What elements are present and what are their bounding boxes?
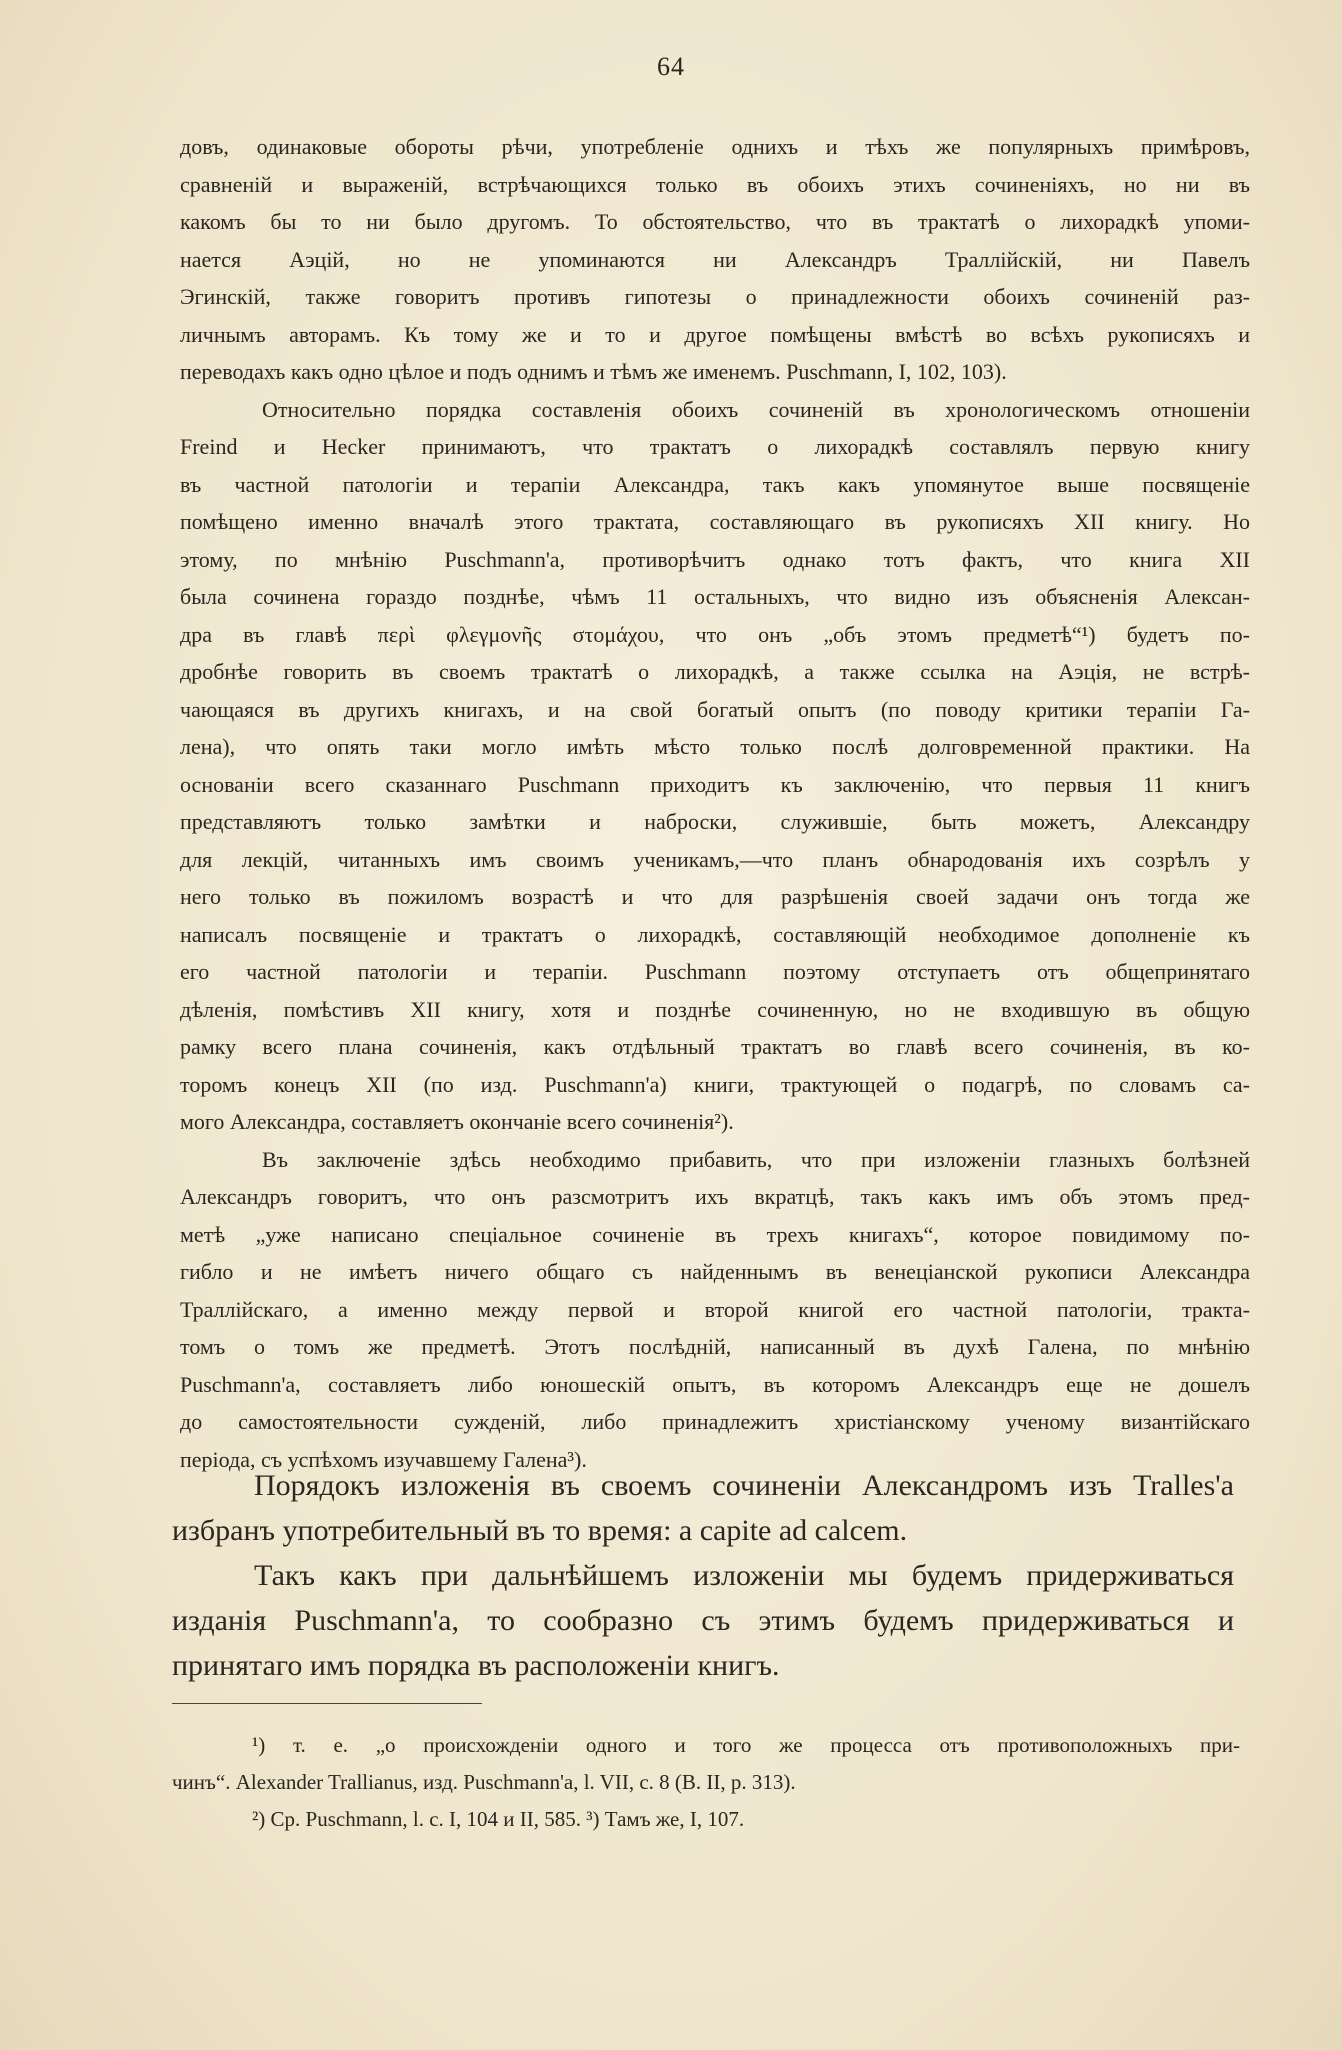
text-line: написалъ посвященіе и трактатъ о лихорадкѣ, составляющій необходимое дополненіе къ [180, 921, 1250, 947]
text-line: помѣщено именно вначалѣ этого трактата, составляющаго въ рукописяхъ XII книгу. Но [180, 509, 1250, 534]
text-line: рамку всего плана сочиненія, какъ отдѣльный трактатъ во главѣ всего сочиненія, въ ко- [180, 1034, 1250, 1059]
conclusion-line: избранъ употребительный въ то время: a capite ad calcem. [172, 1514, 908, 1547]
text-line: въ частной патологіи и терапіи Александра, такъ какъ упомянутое выше посвященіе [180, 471, 1250, 497]
footnote-line: ¹) т. е. „о происхожденіи одного и того же процесса отъ противоположныхъ при- [252, 1733, 1240, 1757]
footnotes [172, 1727, 1240, 1838]
text-line: Относительно порядка составленія обоихъ сочиненій въ хронологическомъ отношеніи [262, 396, 1250, 422]
text-line: чающаяся въ другихъ книгахъ, и на свой богатый опытъ (по поводу критики терапіи Га- [180, 696, 1250, 722]
text-line: Траллійскаго, а именно между первой и второй книгой его частной патологіи, тракта- [180, 1296, 1250, 1322]
footnote-divider [172, 1703, 482, 1704]
text-line: дѣленія, помѣстивъ XII книгу, хотя и позднѣе сочиненную, но не входившую въ общую [180, 996, 1250, 1022]
text-line: Александръ говоритъ, что онъ разсмотритъ ихъ вкратцѣ, такъ какъ имъ объ этомъ пред- [180, 1184, 1250, 1209]
text-line: Эгинскій, также говоритъ противъ гипотезы о принадлежности обоихъ сочиненій раз- [180, 284, 1250, 309]
text-line: сравненій и выраженій, встрѣчающихся только въ обоихъ этихъ сочиненіяхъ, но ни въ [180, 171, 1250, 197]
text-line: томъ о томъ же предметѣ. Этотъ послѣдній, написанный въ духѣ Галена, по мнѣнію [180, 1334, 1250, 1359]
text-line: какомъ бы то ни было другомъ. То обстоятельство, что въ трактатѣ о лихорадкѣ упоми- [180, 209, 1250, 234]
text-line: Freind и Hecker принимаютъ, что трактатъ о лихорадкѣ составлялъ первую книгу [180, 434, 1250, 459]
text-line: дра въ главѣ περὶ φλεγμονῆς στομάχου, что онъ „объ этомъ предметѣ“¹) будетъ по- [180, 621, 1250, 647]
text-line: дробнѣе говорить въ своемъ трактатѣ о лихорадкѣ, а также ссылка на Аэція, не встрѣ- [180, 659, 1250, 684]
text-line: гибло и не имѣетъ ничего общаго съ найденнымъ въ венеціанской рукописи Александра [180, 1259, 1250, 1284]
text-line: метѣ „уже написано спеціальное сочиненіе въ трехъ книгахъ“, которое повидимому по- [180, 1221, 1250, 1247]
text-line: до самостоятельности сужденій, либо принадлежитъ христіанскому ученому византійскаго [180, 1409, 1250, 1434]
text-line: нается Аэцій, но не упоминаются ни Александръ Траллійскій, ни Павелъ [180, 246, 1250, 272]
page-number: 64 [657, 52, 685, 81]
text-line: торомъ конецъ XII (по изд. Puschmann'а) книги, трактующей о подагрѣ, по словамъ са- [180, 1071, 1250, 1097]
conclusion-line: Такъ какъ при дальнѣйшемъ изложеніи мы будемъ придерживаться [254, 1559, 1234, 1592]
text-line: Puschmann'а, составляетъ либо юношескій опытъ, въ которомъ Александръ еще не дошелъ [180, 1371, 1250, 1397]
text-line: личнымъ авторамъ. Къ тому же и то и другое помѣщены вмѣстѣ во всѣхъ рукописяхъ и [180, 321, 1250, 347]
text-line: него только въ пожиломъ возрастѣ и что для разрѣшенія своей задачи онъ тогда же [180, 884, 1250, 909]
footnote-line: ²) Ср. Puschmann, l. c. I, 104 и II, 585. ³) Тамъ же, I, 107. [252, 1807, 745, 1831]
conclusion-line: изданія Puschmann'а, то сообразно съ этимъ будемъ придерживаться и [172, 1604, 1234, 1637]
text-line: переводахъ какъ одно цѣлое и подъ однимъ и тѣмъ же именемъ. Puschmann, I, 102, 103). [180, 359, 1007, 384]
text-line: для лекцій, читанныхъ имъ своимъ ученикамъ,—что планъ обнародованія ихъ созрѣлъ у [180, 846, 1250, 872]
text-line: довъ, одинаковые обороты рѣчи, употребленіе однихъ и тѣхъ же популярныхъ примѣровъ, [180, 134, 1250, 159]
conclusion-line: Порядокъ изложенія въ своемъ сочиненіи Александромъ изъ Tralles'а [254, 1469, 1234, 1502]
conclusion-line: принятаго имъ порядка въ расположеніи книгъ. [172, 1649, 780, 1682]
text-line: Въ заключеніе здѣсь необходимо прибавить, что при изложеніи глазныхъ болѣзней [262, 1146, 1250, 1172]
text-line: этому, по мнѣнію Puschmann'а, противорѣчитъ однако тотъ фактъ, что книга XII [180, 546, 1250, 572]
text-line: періода, съ успѣхомъ изучавшему Галена³). [180, 1446, 587, 1472]
text-line: его частной патологіи и терапіи. Puschmann поэтому отступаетъ отъ общепринятаго [180, 959, 1250, 984]
text-line: представляютъ только замѣтки и наброски, служившіе, быть можетъ, Александру [180, 809, 1250, 834]
text-line: мого Александра, составляетъ окончаніе всего сочиненія²). [180, 1109, 734, 1134]
conclusion-text [172, 1463, 1234, 1688]
text-line: была сочинена гораздо позднѣе, чѣмъ 11 остальныхъ, что видно изъ объясненія Алексан- [180, 584, 1250, 609]
text-line: лена), что опять таки могло имѣть мѣсто только послѣ долговременной практики. На [180, 734, 1250, 759]
footnote-line: чинъ“. Alexander Trallianus, изд. Puschmann'а, l. VII, c. 8 (B. II, p. 313). [172, 1770, 796, 1794]
text-line: основаніи всего сказаннаго Puschmann приходитъ къ заключенію, что первыя 11 книгъ [180, 771, 1250, 797]
main-text [180, 128, 1250, 1478]
